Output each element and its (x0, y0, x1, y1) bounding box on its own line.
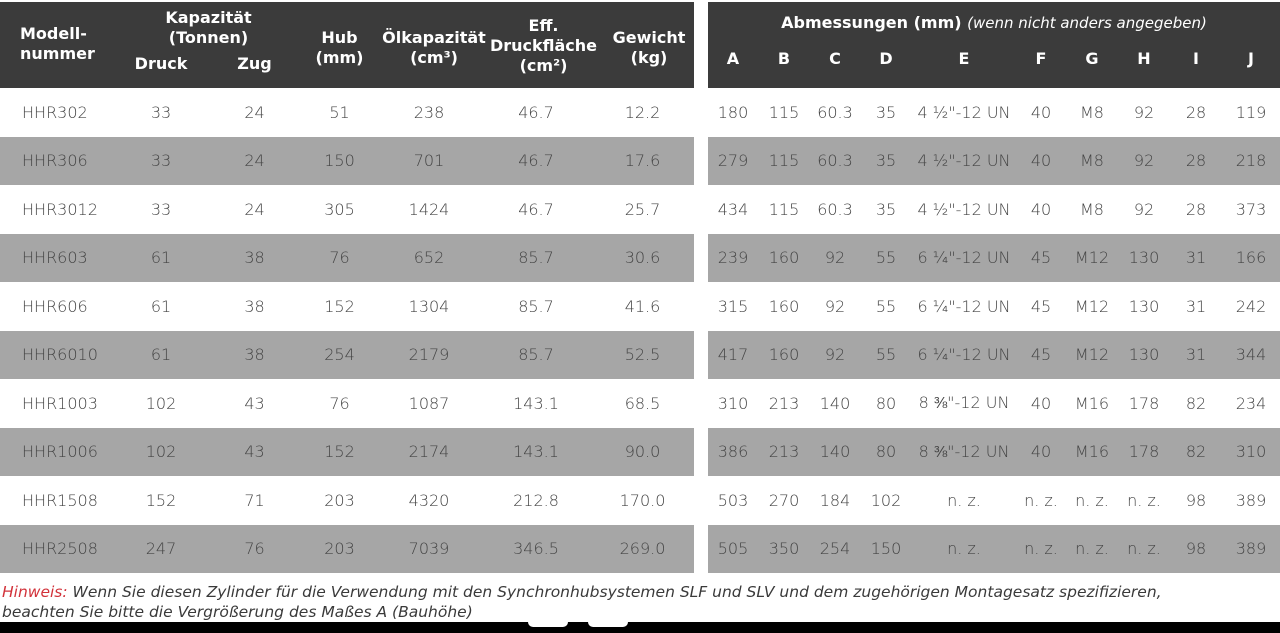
table-cell: 35 (875, 199, 897, 219)
table-cell: 270 (768, 490, 800, 510)
table-cell: 102 (145, 393, 177, 413)
table-cell: M16 (1074, 442, 1110, 462)
table-cell: 35 (875, 102, 897, 122)
table-cell: n. z. (947, 490, 981, 510)
table-cell: 140 (819, 442, 851, 462)
table-cell: 35 (875, 151, 897, 171)
col-gewicht-line2: (kg) (630, 48, 668, 67)
model-number-cell: HHR1003 (22, 393, 98, 413)
table-cell: M12 (1074, 345, 1110, 365)
note-label: Hinweis: (2, 583, 68, 601)
table-row (0, 331, 694, 380)
table-cell: 2179 (408, 345, 450, 365)
table-cell: 143.1 (513, 442, 559, 462)
col-druckflaeche (486, 16, 601, 76)
specs-table (0, 2, 694, 573)
table-cell: 310 (717, 393, 749, 413)
table-cell: 80 (875, 393, 897, 413)
col-hub-line1: Hub (321, 28, 358, 47)
table-row (0, 379, 694, 428)
col-eff-line1: Eff. (528, 16, 559, 35)
table-cell: 60.3 (817, 199, 853, 219)
table-cell: 24 (244, 102, 265, 122)
table-cell: 45 (1030, 296, 1052, 316)
table-row (0, 428, 694, 477)
col-hub (302, 28, 377, 68)
table-cell: n. z. (1127, 539, 1161, 559)
col-kapazitaet-line1: Kapazität (165, 8, 252, 27)
table-cell: M16 (1074, 393, 1110, 413)
col-oel-line2: (cm³) (410, 48, 458, 67)
table-cell: 52.5 (624, 345, 661, 365)
table-cell: 218 (1235, 151, 1267, 171)
table-cell: 45 (1030, 248, 1052, 268)
table-cell: 7039 (408, 539, 450, 559)
note-line1 (2, 582, 1278, 602)
table-cell: 2174 (408, 442, 450, 462)
table-cell: 4 ½"-12 UN (917, 151, 1011, 171)
table-cell: 33 (150, 151, 172, 171)
table-cell: 82 (1185, 442, 1207, 462)
col-kapazitaet-line2: (Tonnen) (168, 28, 249, 47)
model-number-cell: HHR1508 (22, 490, 98, 510)
table-row (708, 525, 1280, 574)
table-cell: 234 (1235, 393, 1267, 413)
table-cell: 6 ¼"-12 UN (917, 345, 1011, 365)
table-row (708, 185, 1280, 234)
table-cell: 38 (244, 248, 265, 268)
table-cell: 4320 (408, 490, 450, 510)
table-cell: 24 (244, 151, 265, 171)
table-cell: 1424 (408, 199, 450, 219)
table-cell: 178 (1128, 442, 1160, 462)
model-number-cell: HHR306 (22, 151, 88, 171)
col-letter-f: F (1035, 49, 1047, 68)
col-letter-a: A (726, 49, 740, 68)
table-row (0, 525, 694, 574)
col-oelkapazitaet (377, 28, 491, 68)
dimensions-table-body (708, 88, 1280, 573)
table-cell: n. z. (1127, 490, 1161, 510)
table-cell: 213 (768, 442, 800, 462)
table-cell: 92 (1133, 199, 1155, 219)
col-letter-b: B (777, 49, 791, 68)
table-cell: 31 (1185, 345, 1207, 365)
table-cell: 119 (1235, 102, 1267, 122)
table-cell: 30.6 (624, 248, 661, 268)
table-cell: 130 (1128, 296, 1160, 316)
bottom-bar (0, 622, 1280, 633)
dimensions-table-header (708, 2, 1280, 88)
model-number-cell: HHR603 (22, 248, 88, 268)
table-cell: 31 (1185, 248, 1207, 268)
model-number-cell: HHR3012 (22, 199, 98, 219)
table-cell: 12.2 (624, 102, 661, 122)
table-cell: 115 (768, 199, 800, 219)
col-kapazitaet (115, 8, 302, 48)
col-modell-line1: Modell- (20, 24, 87, 43)
table-cell: 310 (1235, 442, 1267, 462)
table-cell: 130 (1128, 248, 1160, 268)
table-cell: 25.7 (624, 199, 661, 219)
table-cell: 41.6 (624, 296, 661, 316)
table-cell: 279 (717, 151, 749, 171)
table-cell: 102 (145, 442, 177, 462)
table-cell: M8 (1080, 151, 1104, 171)
table-cell: 90.0 (624, 442, 661, 462)
table-cell: 115 (768, 102, 800, 122)
table-cell: 92 (824, 248, 846, 268)
table-row (708, 428, 1280, 477)
table-cell: 60.3 (817, 102, 853, 122)
table-cell: 150 (324, 151, 355, 171)
table-cell: 4 ½"-12 UN (917, 102, 1011, 122)
table-cell: 40 (1030, 199, 1052, 219)
table-cell: 152 (324, 442, 355, 462)
model-number-cell: HHR302 (22, 102, 88, 122)
table-cell: 51 (329, 102, 350, 122)
col-oel-line1: Ölkapazität (382, 28, 486, 47)
table-cell: 115 (768, 151, 800, 171)
table-cell: 40 (1030, 102, 1052, 122)
table-row (0, 185, 694, 234)
specs-table-body (0, 88, 694, 573)
col-letter-d: D (879, 49, 893, 68)
table-cell: n. z. (1024, 539, 1058, 559)
table-cell: 140 (819, 393, 851, 413)
table-cell: 92 (824, 296, 846, 316)
table-cell: 85.7 (518, 345, 554, 365)
table-cell: 180 (717, 102, 749, 122)
table-cell: 212.8 (513, 490, 559, 510)
table-cell: 24 (244, 199, 265, 219)
table-cell: 652 (413, 248, 445, 268)
table-row (708, 282, 1280, 331)
table-cell: 61 (150, 248, 172, 268)
table-cell: 38 (244, 296, 265, 316)
table-cell: 45 (1030, 345, 1052, 365)
table-cell: 80 (875, 442, 897, 462)
table-cell: 160 (768, 296, 800, 316)
bottom-bar-mark (588, 617, 628, 627)
table-cell: 76 (244, 539, 265, 559)
table-cell: 242 (1235, 296, 1267, 316)
table-cell: M12 (1074, 296, 1110, 316)
table-cell: n. z. (1024, 490, 1058, 510)
table-cell: 238 (413, 102, 445, 122)
col-letter-c: C (829, 49, 841, 68)
table-cell: 28 (1185, 151, 1207, 171)
table-cell: 160 (768, 345, 800, 365)
bottom-bar-mark (528, 617, 568, 627)
table-cell: 40 (1030, 393, 1052, 413)
note (2, 582, 1278, 622)
table-cell: 40 (1030, 442, 1052, 462)
table-cell: 315 (717, 296, 749, 316)
table-cell: 46.7 (518, 199, 554, 219)
model-number-cell: HHR606 (22, 296, 88, 316)
table-cell: 43 (244, 442, 265, 462)
table-cell: 203 (324, 490, 355, 510)
table-cell: 4 ½"-12 UN (917, 199, 1011, 219)
table-cell: 76 (329, 393, 350, 413)
col-letter-j: J (1248, 49, 1254, 68)
col-gewicht (601, 28, 697, 68)
col-eff-line2: Druckfläche (489, 36, 598, 55)
table-cell: 46.7 (518, 151, 554, 171)
dimensions-col-letters (708, 49, 1280, 68)
table-cell: 505 (717, 539, 749, 559)
table-row (0, 234, 694, 283)
col-hub-line2: (mm) (315, 48, 364, 67)
col-eff-line3: (cm²) (519, 56, 568, 75)
table-row (708, 476, 1280, 525)
col-modell (20, 24, 95, 64)
table-cell: 6 ¼"-12 UN (917, 248, 1011, 268)
table-cell: 98 (1185, 490, 1207, 510)
table-cell: 85.7 (518, 296, 554, 316)
table-cell: 152 (145, 490, 177, 510)
dimensions-title (708, 13, 1280, 33)
table-cell: 55 (875, 296, 897, 316)
table-row (0, 476, 694, 525)
table-cell: 28 (1185, 102, 1207, 122)
table-cell: 130 (1128, 345, 1160, 365)
table-row (708, 88, 1280, 137)
table-cell: 305 (324, 199, 355, 219)
table-cell: 150 (870, 539, 902, 559)
table-cell: 1304 (408, 296, 450, 316)
table-cell: 92 (1133, 102, 1155, 122)
table-cell: 55 (875, 248, 897, 268)
table-cell: 417 (717, 345, 749, 365)
dimensions-table (708, 2, 1280, 573)
table-cell: 1087 (408, 393, 450, 413)
table-cell: 61 (150, 296, 172, 316)
col-letter-h: H (1137, 49, 1151, 68)
table-cell: 17.6 (624, 151, 661, 171)
table-cell: 701 (413, 151, 445, 171)
table-row (708, 331, 1280, 380)
table-cell: 160 (768, 248, 800, 268)
dimensions-title-italic: (wenn nicht anders angegeben) (967, 14, 1207, 32)
table-cell: 184 (819, 490, 851, 510)
table-cell: 98 (1185, 539, 1207, 559)
dimensions-title-bold: Abmessungen (mm) (781, 13, 962, 32)
table-cell: 166 (1235, 248, 1267, 268)
table-cell: 61 (150, 345, 172, 365)
model-number-cell: HHR2508 (22, 539, 98, 559)
table-cell: 350 (768, 539, 800, 559)
table-cell: 389 (1235, 490, 1267, 510)
table-cell: M12 (1074, 248, 1110, 268)
table-cell: 389 (1235, 539, 1267, 559)
table-cell: 92 (1133, 151, 1155, 171)
table-cell: 254 (819, 539, 851, 559)
table-cell: n. z. (1075, 539, 1109, 559)
table-cell: 170.0 (619, 490, 666, 510)
table-row (708, 234, 1280, 283)
table-cell: 239 (717, 248, 749, 268)
table-cell: 386 (717, 442, 749, 462)
col-modell-line2: nummer (20, 44, 95, 63)
table-cell: n. z. (947, 539, 981, 559)
table-cell: 28 (1185, 199, 1207, 219)
table-cell: 203 (324, 539, 355, 559)
table-cell: 40 (1030, 151, 1052, 171)
col-druck: Druck (134, 54, 188, 73)
specs-table-header (0, 2, 694, 88)
table-cell: 76 (329, 248, 350, 268)
col-gewicht-line1: Gewicht (612, 28, 686, 47)
table-row (0, 137, 694, 186)
table-row (0, 88, 694, 137)
table-cell: M8 (1080, 102, 1104, 122)
table-cell: 71 (244, 490, 265, 510)
table-cell: 8 ⅜"-12 UN (918, 393, 1010, 413)
table-cell: 178 (1128, 393, 1160, 413)
table-cell: 254 (324, 345, 355, 365)
table-cell: 46.7 (518, 102, 554, 122)
table-cell: M8 (1080, 199, 1104, 219)
table-cell: 31 (1185, 296, 1207, 316)
note-line2: beachten Sie bitte die Vergrößerung des Maßes A (Bauhöhe) (2, 603, 473, 621)
table-cell: 43 (244, 393, 265, 413)
table-cell: 6 ¼"-12 UN (917, 296, 1011, 316)
table-cell: 33 (150, 102, 172, 122)
table-cell: 152 (324, 296, 355, 316)
note-text: Wenn Sie diesen Zylinder für die Verwendung mit den Synchronhubsystemen SLF und SLV und dem zugehörigen Montagesatz spezifizieren, (67, 583, 1162, 601)
col-letter-g: G (1085, 49, 1099, 68)
table-cell: 55 (875, 345, 897, 365)
table-cell: 247 (145, 539, 177, 559)
table-cell: 85.7 (518, 248, 554, 268)
col-letter-i: I (1193, 49, 1199, 68)
table-cell: n. z. (1075, 490, 1109, 510)
table-row (708, 379, 1280, 428)
model-number-cell: HHR1006 (22, 442, 98, 462)
table-row (0, 282, 694, 331)
table-cell: 346.5 (513, 539, 559, 559)
table-cell: 143.1 (513, 393, 559, 413)
table-cell: 434 (717, 199, 749, 219)
table-row (708, 137, 1280, 186)
table-cell: 92 (824, 345, 846, 365)
table-cell: 38 (244, 345, 265, 365)
col-zug: Zug (237, 54, 272, 73)
table-cell: 68.5 (624, 393, 661, 413)
model-number-cell: HHR6010 (22, 345, 98, 365)
table-cell: 213 (768, 393, 800, 413)
col-letter-e: E (958, 49, 970, 68)
table-cell: 373 (1235, 199, 1267, 219)
table-cell: 503 (717, 490, 749, 510)
table-cell: 269.0 (619, 539, 666, 559)
table-cell: 33 (150, 199, 172, 219)
table-cell: 60.3 (817, 151, 853, 171)
table-cell: 102 (870, 490, 902, 510)
table-cell: 344 (1235, 345, 1267, 365)
table-cell: 82 (1185, 393, 1207, 413)
table-cell: 8 ⅜"-12 UN (918, 441, 1010, 461)
